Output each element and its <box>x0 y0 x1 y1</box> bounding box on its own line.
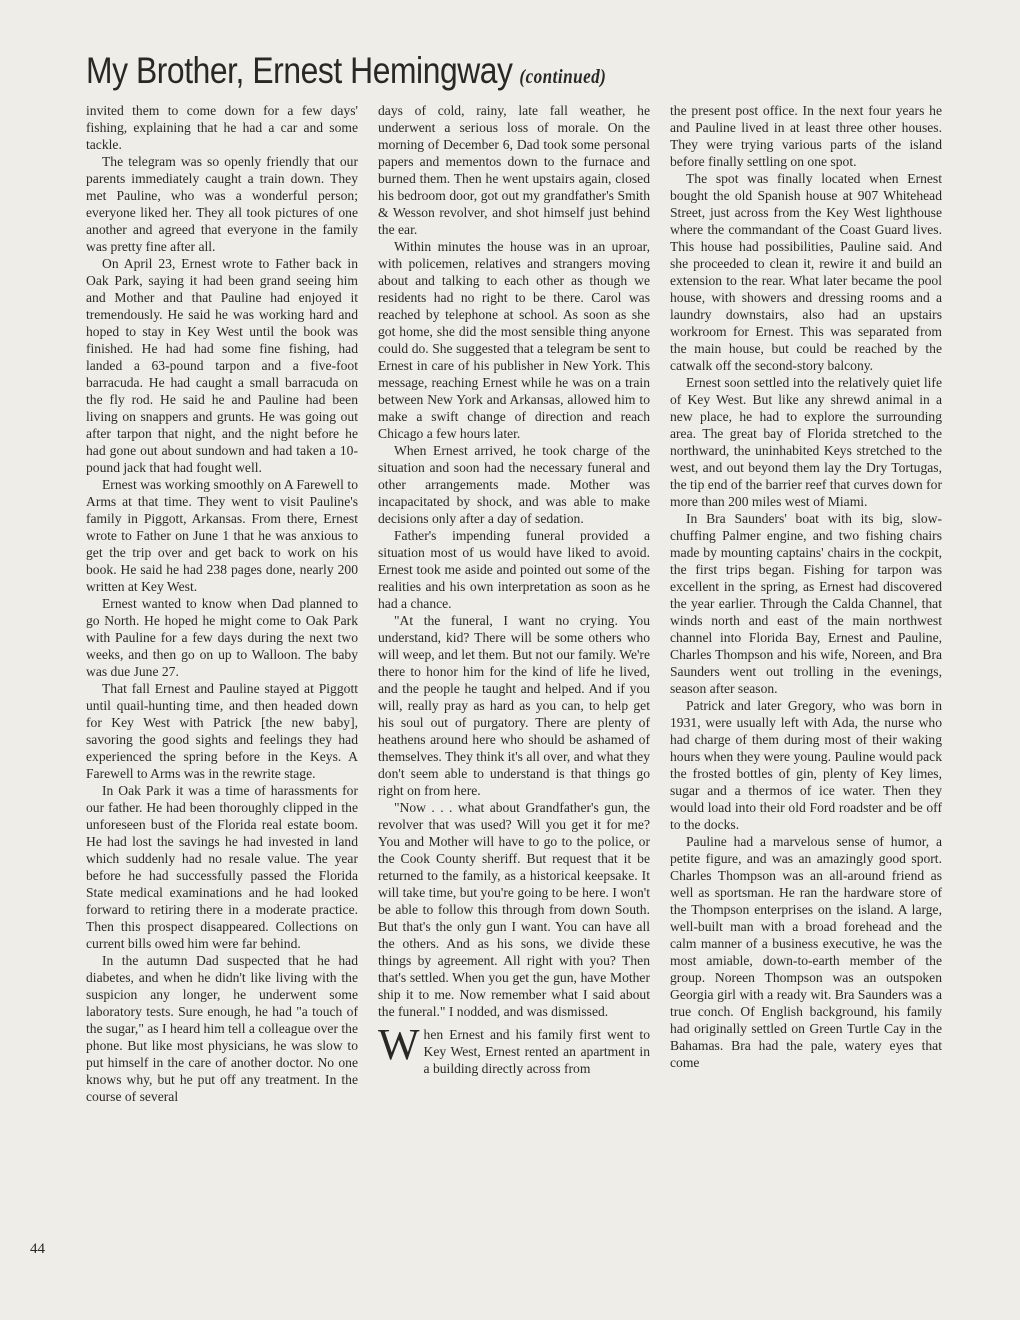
paragraph: "At the funeral, I want no crying. You understand, kid? There will be some others who will weep, and let them. But not our family. We're there to honor him for the kind of life he lived, and the people he taught and helped. And if you will, really pray as hard as you can, to help get his soul out of purgatory. There are plenty of heathens around here who should be ashamed of themselves. They think it's all over, and what they don't seem able to understand is that things go right on from here. <box>378 613 650 798</box>
paragraph: In the autumn Dad suspected that he had diabetes, and when he didn't like living with the suspicion any longer, he underwent some laboratory tests. Sure enough, he had "a touch of the sugar," as I heard him tell a colleague over the phone. But like most physicians, he was slow to put himself in the care of another doctor. No one knows why, but he put off any treatment. In the course of several <box>86 953 358 1104</box>
paragraph: "Now . . . what about Grandfather's gun, the revolver that was used? Will you get it for me? You and Mother will have to go to the police, or the Cook County sheriff. But request that it be returned to the family, as a historical keepsake. It will take time, but you're going to be here. I won't be able to follow this through from down South. But that's the only gun I want. You can have all the others. And as his sons, we divide these things by agreement. All right with you? Then that's settled. When you get the gun, have Mother ship it to me. Now remember what I said about the funeral." I nodded, and was dismissed. <box>378 800 650 1019</box>
section-start-paragraph <box>378 1020 650 1077</box>
text-column-2 <box>378 102 650 1077</box>
paragraph: Ernest was working smoothly on A Farewell to Arms at that time. They went to visit Pauline's family in Piggott, Arkansas. From there, Ernest wrote to Father on June 1 that he was anxious to get the trip over and get back to work on his book. He said he had 238 pages done, nearly 200 written at Key West. <box>86 477 358 594</box>
paragraph: Pauline had a marvelous sense of humor, a petite figure, and was an amazingly good sport. Charles Thompson was an all-around friend as well as sportsman. He ran the hardware store of the Thompson enterprises on the island. A large, well-built man with a broad forehead and the calm manner of a business executive, he was the most amiable, down-to-earth member of the group. Noreen Thompson was an outspoken Georgia girl with a ready wit. Bra Saunders was a true conch. Of English background, his family had originally settled on Green Turtle Cay in the Bahamas. Bra had the pale, watery eyes that come <box>670 834 942 1070</box>
paragraph: In Oak Park it was a time of harassments for our father. He had been thoroughly clipped in the unforeseen bust of the Florida real estate boom. He had lost the savings he had invested in land which suddenly had no resale value. The year before he had successfully passed the Florida State medical examinations and he had looked forward to retiring there in a moderate practice. Then this prospect disappeared. Collections on current bills owed him were far behind. <box>86 783 358 951</box>
paragraph: On April 23, Ernest wrote to Father back in Oak Park, saying it had been grand seeing him and Mother and that Pauline had enjoyed it tremendously. He said he was working hard and hoped to stay in Key West until the book was finished. He had had some fine fishing, had landed a 63-pound tarpon and a five-foot barracuda. He had caught a small barracuda on the fly rod. He said he and Pauline had been living on snappers and grunts. He was going out after tarpon that night, and the night before he had gone out about sundown and had taken a 10-pound jack that had fought well. <box>86 256 358 475</box>
continued-label: (continued) <box>519 66 607 88</box>
paragraph: Father's impending funeral provided a situation most of us would have liked to avoid. Ernest took me aside and pointed out some of the realities and his own interpretation as soon as he had a chance. <box>378 528 650 611</box>
paragraph: Patrick and later Gregory, who was born in 1931, were usually left with Ada, the nurse who had charge of them during most of their waking hours when they were young. Pauline would pack the frosted bottles of gin, plenty of Key limes, sugar and a thermos of ice water. Then they would load into their old Ford roadster and be off to the docks. <box>670 698 942 832</box>
text-column-3 <box>670 102 942 1071</box>
paragraph: In Bra Saunders' boat with its big, slow-chuffing Palmer engine, and two fishing chairs made by mounting captains' chairs in the cockpit, the first trips began. Fishing for tarpon was excellent in the spring, as Ernest had discovered the year earlier. Through the Calda Channel, that winds north and east of the main northwest channel into Florida Bay, Ernest and Pauline, Charles Thompson and his wife, Noreen, and Bra Saunders went out trolling in the evenings, season after season. <box>670 511 942 696</box>
paragraph: When Ernest arrived, he took charge of the situation and soon had the necessary funeral and other arrangements made. Mother was incapacitated by shock, and was able to make decisions only after a day of sedation. <box>378 443 650 526</box>
paragraph: Within minutes the house was in an uproar, with policemen, relatives and strangers moving about and talking to each other as though we residents had no right to be there. Carol was reached by telephone at school. As soon as she got home, she did the most sensible thing anyone could do. She suggested that a telegram be sent to Ernest in care of his publisher in New York. This message, reaching Ernest while he was on a train between New York and Arkansas, allowed him to make a swift change of direction and reach Chicago a few hours later. <box>378 239 650 441</box>
paragraph: the present post office. In the next four years he and Pauline lived in at least three other houses. They were trying various parts of the island before finally settling on one spot. <box>670 103 942 169</box>
text-column-1 <box>86 102 358 1105</box>
paragraph: The telegram was so openly friendly that our parents immediately caught a train down. They met Pauline, who was a wonderful person; everyone liked her. They all took pictures of one another and agreed that everyone in the family was pretty fine after all. <box>86 154 358 254</box>
page-number: 44 <box>30 1241 45 1257</box>
article-title <box>86 50 606 92</box>
paragraph: days of cold, rainy, late fall weather, he underwent a serious loss of morale. On the morning of December 6, Dad took some personal papers and mementos down to the furnace and burned them. Then he went upstairs again, closed his bedroom door, got out my grandfather's Smith & Wesson revolver, and shot himself just behind the ear. <box>378 103 650 237</box>
paragraph-text: hen Ernest and his family first went to Key West, Ernest rented an apartment in a building directly across from <box>423 1027 650 1076</box>
paragraph: The spot was finally located when Ernest bought the old Spanish house at 907 Whitehead Street, just across from the Key West lighthouse where the commandant of the Coast Guard lives. This house had possibilities, Pauline said. And she proceeded to clean it, rewire it and build an extension to the rear. What later became the pool house, with showers and dressing rooms and a laundry downstairs, also had an upstairs workroom for Ernest. This was separated from the main house, but could be reached by the catwalk off the second-story balcony. <box>670 171 942 373</box>
paragraph: invited them to come down for a few days' fishing, explaining that he had a car and some tackle. <box>86 103 358 152</box>
paragraph: Ernest soon settled into the relatively quiet life of Key West. But like any shrewd animal in a new place, he had to explore the surrounding area. The great bay of Florida stretched to the northward, the uninhabited Keys stretched to the west, and out beyond them lay the Dry Tortugas, the tip end of the barrier reef that curves down for more than 200 miles west of Miami. <box>670 375 942 509</box>
paragraph: Ernest wanted to know when Dad planned to go North. He hoped he might come to Oak Park with Pauline for a few days during the next two weeks, and then go on up to Walloon. The baby was due June 27. <box>86 596 358 679</box>
drop-cap: W <box>378 1020 420 1069</box>
paragraph: That fall Ernest and Pauline stayed at Piggott until quail-hunting time, and then headed down for Key West with Patrick [the new baby], savoring the good sights and feelings they had experienced the spring before in the Keys. A Farewell to Arms was in the rewrite stage. <box>86 681 358 781</box>
title-text: My Brother, Ernest Hemingway <box>86 50 513 91</box>
